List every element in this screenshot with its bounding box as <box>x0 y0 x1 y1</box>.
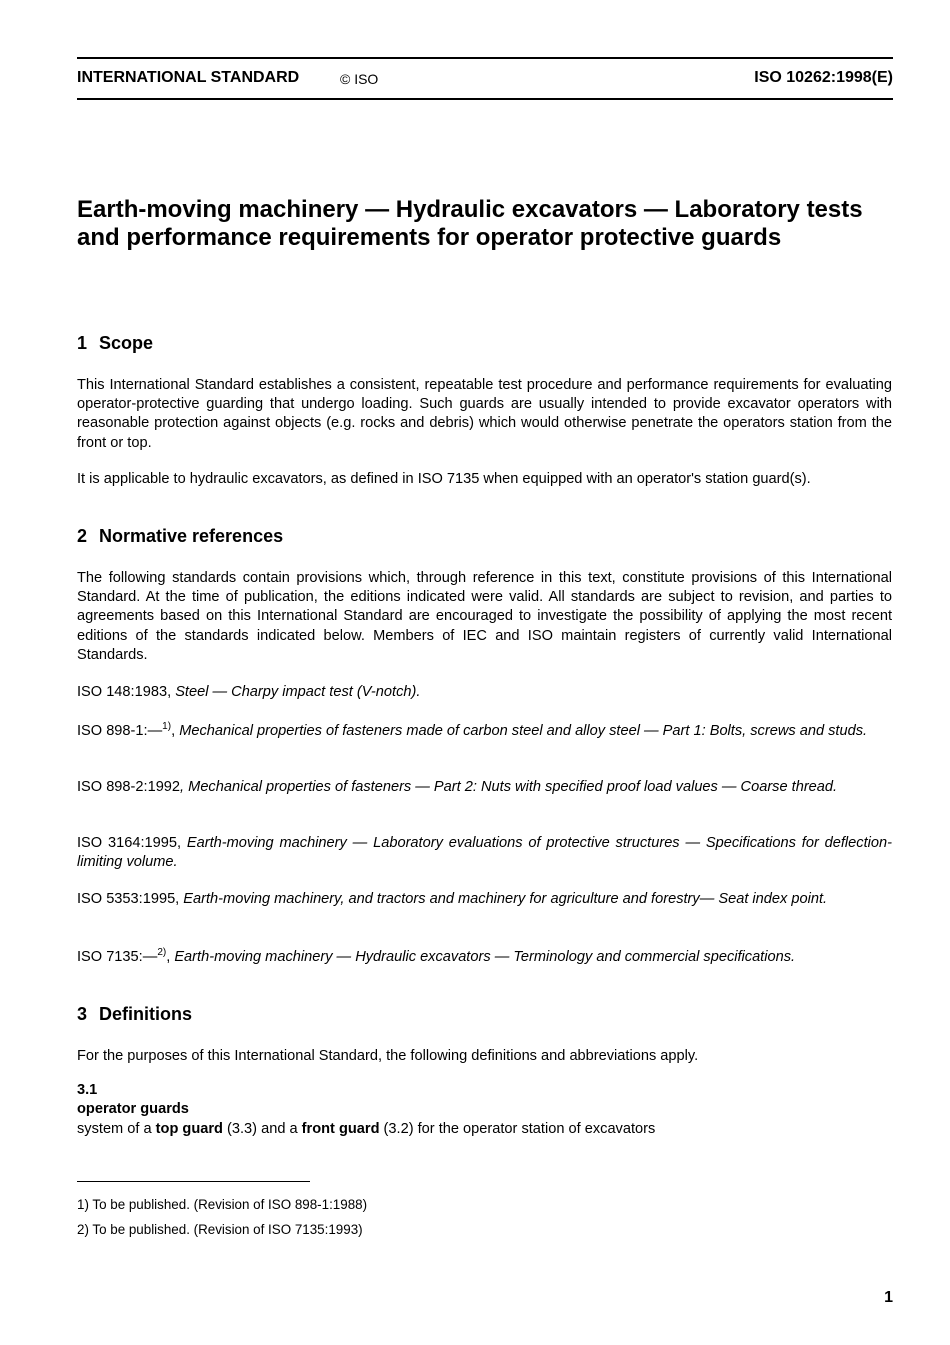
definitions-intro-paragraph: For the purposes of this International Standard, the following definitions and abbreviations apply. <box>77 1048 699 1064</box>
section-number: 3 <box>77 1004 88 1024</box>
section-heading-scope <box>77 333 153 354</box>
reference-iso-898-1 <box>77 722 892 741</box>
definition-number: 3.1 <box>77 1082 98 1098</box>
reference-code: ISO 5353:1995, <box>77 891 184 907</box>
section-title: Normative references <box>99 526 284 546</box>
reference-separator: , <box>171 723 180 739</box>
normative-intro-paragraph: The following standards contain provisions which, through reference in this text, constitute provisions of this International Standard. At the time of publication, the editions indicated were valid. All standards are subject to revision, and parties to agreements based on this International Standard are encouraged to investigate the possibility of applying the most recent editions of the standards indicated below. Members of IEC and ISO maintain registers of currently valid International Standards. <box>77 570 892 663</box>
reference-title: Earth-moving machinery — Hydraulic excavators — Terminology and commercial specifications. <box>174 949 796 965</box>
section-number: 1 <box>77 333 88 353</box>
footnote-2: 2) To be published. (Revision of ISO 7135:1993) <box>77 1222 363 1237</box>
reference-title: Mechanical properties of fasteners — Part 2: Nuts with specified proof load values — Coarse thread. <box>188 779 838 795</box>
reference-separator: , <box>180 779 189 795</box>
reference-iso-3164 <box>77 834 892 872</box>
scope-paragraph-2: It is applicable to hydraulic excavators, as defined in ISO 7135 when equipped with an operator's station guard(s). <box>77 471 811 487</box>
definition-text-part: (3.2) for the operator station of excavators <box>379 1121 656 1137</box>
scope-paragraph-1: This International Standard establishes a consistent, repeatable test procedure and performance requirements for evaluating operator-protective guarding that undergo loading. Such guards are usually intended to provide excavator operators with reasonable protection against objects (e.g. rocks and debris) which would otherwise penetrate the operators station from the front or top. <box>77 377 892 451</box>
header-top-rule <box>77 57 893 59</box>
document-title: Earth-moving machinery — Hydraulic excavators — Laboratory tests and performance requirements for operator protective guards <box>77 196 863 251</box>
footnote-marker: 2) <box>157 947 167 959</box>
reference-code: ISO 3164:1995, <box>77 835 187 851</box>
definition-text-part: system of a <box>77 1121 156 1137</box>
header-standard-label: INTERNATIONAL STANDARD <box>77 69 300 86</box>
reference-title: Mechanical properties of fasteners made of carbon steel and alloy steel — Part 1: Bolts, screws and studs. <box>179 723 868 739</box>
section-title: Definitions <box>99 1004 192 1024</box>
reference-iso-5353 <box>77 890 892 909</box>
header-bottom-rule <box>77 98 893 100</box>
reference-iso-898-2 <box>77 778 892 797</box>
reference-code: ISO 898-1:— <box>77 723 163 739</box>
section-number: 2 <box>77 526 88 546</box>
definition-text-part: (3.3) and a <box>222 1121 302 1137</box>
section-title: Scope <box>99 333 154 353</box>
reference-title: Earth-moving machinery, and tractors and machinery for agriculture and forestry— Seat index point. <box>183 891 828 907</box>
footnote-marker: 1) <box>162 721 172 733</box>
definition-cross-reference: top guard <box>155 1121 223 1137</box>
footnote-1: 1) To be published. (Revision of ISO 898-1:1988) <box>77 1197 368 1212</box>
reference-iso-148 <box>77 683 892 702</box>
header-document-number: ISO 10262:1998(E) <box>754 69 893 86</box>
section-heading-normative-references <box>77 526 283 547</box>
reference-title: Steel — Charpy impact test (V-notch). <box>175 684 421 700</box>
page-number: 1 <box>884 1289 893 1306</box>
reference-title: Earth-moving machinery — Laboratory evaluations of protective structures — Specifications for deflection-limiting volume. <box>77 835 892 871</box>
definition-cross-reference: front guard <box>301 1121 380 1137</box>
reference-iso-7135 <box>77 948 892 967</box>
footnote-separator <box>77 1181 310 1182</box>
section-heading-definitions <box>77 1004 192 1025</box>
definition-term: operator guards <box>77 1101 189 1117</box>
header-copyright: © ISO <box>340 71 379 87</box>
reference-code: ISO 7135:— <box>77 949 158 965</box>
reference-code: ISO 898-2:1992 <box>77 779 181 795</box>
reference-code: ISO 148:1983, <box>77 684 176 700</box>
reference-separator: , <box>166 949 175 965</box>
running-header <box>77 69 893 91</box>
definition-text <box>77 1121 655 1137</box>
